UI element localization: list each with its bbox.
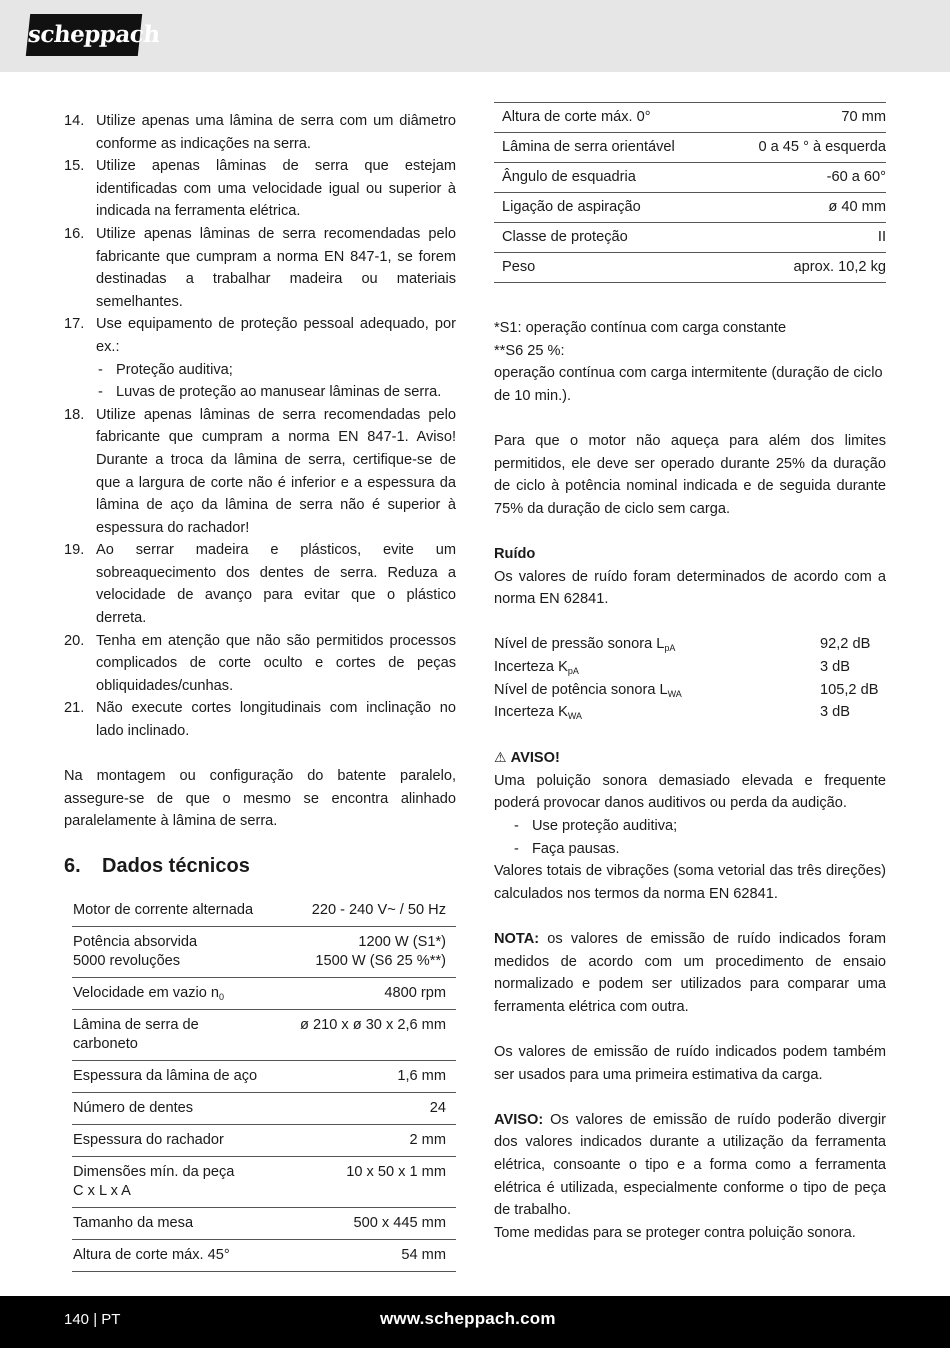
section-heading	[64, 853, 456, 879]
warning-text: Uma poluição sonora demasiado elevada e frequente poderá provocar danos auditivos ou perda da audição.	[494, 772, 886, 812]
item-number: 14.	[64, 113, 85, 129]
table-row	[72, 1093, 456, 1125]
noise-label: Incerteza $K_{WA}$	[494, 704, 582, 722]
sublist-item: - Proteção auditiva;	[96, 359, 456, 382]
table-row	[72, 1157, 456, 1208]
spec-value: ø 40 mm	[718, 193, 886, 223]
item-text: Não execute cortes longitudinais com inclinação no lado inclinado.	[96, 700, 456, 740]
table-row	[494, 633, 886, 656]
spec-value: 220 - 240 V~ / 50 Hz	[280, 895, 456, 927]
item-text: Utilize apenas lâminas de serra recomendadas pelo fabricante que cumpram a norma EN 847-1, se forem destinadas a trabalhar madeira ou materiais semelhantes.	[96, 225, 456, 310]
spec-value: 0 a 45 ° à esquerda	[718, 133, 886, 163]
spec-value: 2 mm	[280, 1125, 456, 1157]
safety-instructions-list	[64, 110, 456, 743]
duty-note-s6-detail: operação contínua com carga intermitente (duração de ciclo de 10 min.).	[494, 365, 883, 404]
table-row	[72, 1010, 456, 1061]
nota-paragraph: NOTA: os valores de emissão de ruído indicados foram medidos de acordo com um procedimento de ensaio normalizado e podem ser utilizados para comparar uma ferramenta elétrica com outra.	[494, 931, 886, 1015]
table-row	[72, 1061, 456, 1093]
spec-value: aprox. 10,2 kg	[718, 253, 886, 283]
ppe-sublist	[96, 359, 456, 404]
table-row	[72, 1240, 456, 1272]
item-text: Tenha em atenção que não são permitidos processos complicados de corte oculto e cortes de peças obliquidades/cunhas.	[96, 632, 456, 694]
spec-value: 500 x 445 mm	[280, 1208, 456, 1240]
spec-label: Peso	[494, 253, 718, 283]
item-text: Utilize apenas uma lâmina de serra com um diâmetro conforme as indicações na serra.	[96, 113, 456, 152]
parallel-stop-paragraph: Na montagem ou configuração do batente paralelo, assegure-se de que o mesmo se encontra alinhado paralelamente à lâmina de serra.	[64, 768, 456, 830]
spec-label: Lâmina de serra de carboneto	[72, 1010, 280, 1061]
table-row	[494, 193, 886, 223]
noise-label: Nível de potência sonora $L_{WA}$	[494, 681, 682, 699]
spec-label: Lâmina de serra orientável	[494, 133, 718, 163]
aviso-paragraph: AVISO: Os valores de emissão de ruído poderão divergir dos valores indicados durante a utilização da ferramenta elétrica, consoante o tipo e a forma como a ferramenta elétrica é utilizada, especialmente conforme o tipo de peça de trabalho.	[494, 1111, 886, 1219]
final-paragraph: Tome medidas para se proteger contra poluição sonora.	[494, 1224, 856, 1241]
list-item: - Faça pausas.	[512, 838, 886, 861]
table-row	[494, 679, 886, 702]
item-number: 18.	[64, 406, 85, 423]
list-item	[64, 223, 456, 313]
spec-value: ø 210 x ø 30 x 2,6 mm	[280, 1010, 456, 1061]
spec-value: 70 mm	[718, 103, 886, 133]
list-item	[64, 697, 456, 742]
noise-value: 3 dB	[820, 658, 851, 675]
spec-value: 54 mm	[280, 1240, 456, 1272]
right-column	[494, 102, 886, 1244]
warning-triangle-icon: ⚠	[494, 749, 507, 766]
noise-values-table	[494, 633, 886, 723]
spec-label: Dimensões mín. da peça C x L x A	[72, 1157, 280, 1208]
spec-value: 10 x 50 x 1 mm	[280, 1157, 456, 1208]
item-number: 20.	[64, 632, 85, 649]
item-text: Use equipamento de proteção pessoal adequado, por ex.:	[96, 316, 456, 355]
spec-label: Ligação de aspiração	[494, 193, 718, 223]
table-row	[72, 1125, 456, 1157]
section-title: Dados técnicos	[102, 855, 250, 877]
spec-value: 1200 W (S1*) 1500 W (S6 25 %**)	[280, 927, 456, 978]
item-number: 21.	[64, 700, 85, 717]
noise-intro: Os valores de ruído foram determinados de acordo com a norma EN 62841.	[494, 568, 886, 608]
spec-value: 4800 rpm	[280, 978, 456, 1010]
spec-label: Velocidade em vazio $n_0$	[72, 978, 280, 1010]
spec-label: Altura de corte máx. 45°	[72, 1240, 280, 1272]
duty-cycle-paragraph: Para que o motor não aqueça para além dos limites permitidos, ele deve ser operado durante 25% da duração de ciclo à potência nominal indicada e de seguida durante 75% da duração de ciclo sem carga.	[494, 432, 886, 517]
noise-value: 92,2 dB	[820, 636, 871, 653]
item-number: 17.	[64, 316, 85, 333]
spec-value: 1,6 mm	[280, 1061, 456, 1093]
item-number: 15.	[64, 158, 85, 175]
list-item	[64, 110, 456, 155]
table-row	[72, 895, 456, 927]
page-footer	[0, 1296, 950, 1348]
list-item	[64, 313, 456, 403]
item-text: Ao serrar madeira e plásticos, evite um sobreaquecimento dos dentes de serra. Reduza a velocidade de avanço para evitar que o plástico derreta.	[96, 542, 456, 627]
duty-note-s1: *S1: operação contínua com carga constante	[494, 320, 787, 336]
sublist-item: - Luvas de proteção ao manusear lâminas de serra.	[96, 381, 456, 404]
tech-spec-table-continued	[494, 102, 886, 283]
item-text: Utilize apenas lâminas de serra que estejam identificadas com uma velocidade igual ou superior à indicada na ferramenta elétrica.	[96, 158, 456, 220]
spec-value: 24	[280, 1093, 456, 1125]
list-item	[64, 155, 456, 223]
estimate-paragraph: Os valores de emissão de ruído indicados podem também ser usados para uma primeira estimativa da carga.	[494, 1044, 886, 1083]
noise-label: Nível de pressão sonora $L_{pA}$	[494, 636, 676, 654]
brand-logo: scheppach	[26, 14, 142, 56]
table-row	[72, 927, 456, 978]
spec-label: Espessura do rachador	[72, 1125, 280, 1157]
spec-label: Motor de corrente alternada	[72, 895, 280, 927]
spec-label: Classe de proteção	[494, 223, 718, 253]
duty-note-s6: **S6 25 %:	[494, 342, 565, 359]
tech-spec-table	[72, 895, 456, 1272]
section-number: 6.	[64, 855, 81, 877]
spec-label: Altura de corte máx. 0°	[494, 103, 718, 133]
left-column	[64, 110, 456, 1272]
table-row	[72, 1208, 456, 1240]
table-row	[494, 701, 886, 724]
spec-value: -60 a 60°	[718, 163, 886, 193]
spec-label: Número de dentes	[72, 1093, 280, 1125]
table-row	[494, 163, 886, 193]
table-row	[494, 223, 886, 253]
spec-label: Ângulo de esquadria	[494, 163, 718, 193]
noise-label: Incerteza $K_{pA}$	[494, 658, 579, 676]
website-url: www.scheppach.com	[380, 1309, 556, 1328]
table-row	[494, 133, 886, 163]
spec-label: Tamanho da mesa	[72, 1208, 280, 1240]
spec-value: II	[718, 223, 886, 253]
page-number: 140 | PT	[64, 1311, 121, 1328]
table-row	[494, 253, 886, 283]
table-row	[72, 978, 456, 1010]
noise-heading: Ruído	[494, 545, 536, 562]
page-header	[0, 0, 950, 72]
vibration-text: Valores totais de vibrações (soma vetorial das três direções) calculados nos termos da norma EN 62841.	[494, 863, 886, 902]
table-row	[494, 656, 886, 679]
noise-value: 3 dB	[820, 704, 851, 721]
noise-value: 105,2 dB	[820, 681, 879, 698]
item-number: 19.	[64, 542, 85, 559]
spec-label: Espessura da lâmina de aço	[72, 1061, 280, 1093]
spec-label: Potência absorvida 5000 revoluções	[72, 927, 280, 978]
warning-heading: ⚠ AVISO!	[494, 749, 560, 767]
list-item	[64, 539, 456, 629]
table-row	[494, 103, 886, 133]
item-number: 16.	[64, 225, 85, 242]
list-item	[64, 404, 456, 540]
list-item: - Use proteção auditiva;	[512, 815, 886, 838]
warning-bullets	[512, 815, 886, 860]
item-text: Utilize apenas lâminas de serra recomendadas pelo fabricante que cumpram a norma EN 847-1. Aviso! Durante a troca da lâmina de serra, certifique-se de que a largura de corte não é inferior e a espessura da lâmina de aço da lâmina de serra não é superior à espessura do rachador!	[96, 406, 456, 536]
list-item	[64, 630, 456, 698]
